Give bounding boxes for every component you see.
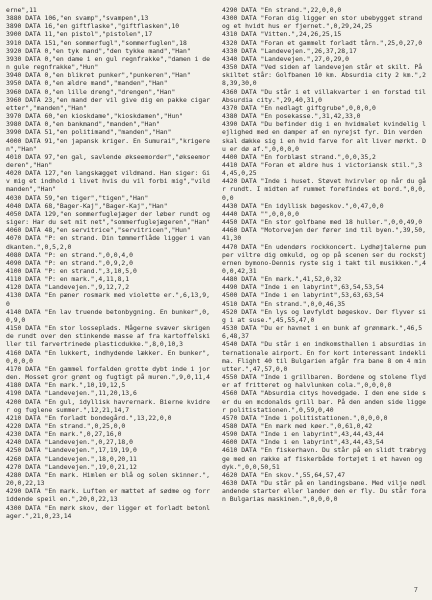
code-line: 4240 DATA "Landevejen.",0,27,18,0 bbox=[6, 438, 133, 447]
code-line: 4430 DATA "En idyllisk bøgeskov.",0,47,0,0 bbox=[222, 201, 384, 210]
listing-columns bbox=[6, 6, 430, 520]
code-line: 4360 DATA "Du står i et villakvarter i en forstad til Absurdia city.",29,40,31,0 bbox=[222, 87, 430, 104]
code-line: 4070 DATA "P: en strand. Din tømmerflåde ligger i vandkanten.",0,5,2,0 bbox=[6, 234, 210, 251]
code-line: 4350 DATA "Ved siden af landevejen står et skilt. På skiltet står: Golfbanen 10 km. Absurdia city 2 km.",28,39,30,0 bbox=[222, 63, 426, 88]
code-line: 4580 DATA "En mark med køer.",0,61,0,42 bbox=[222, 421, 373, 430]
code-line: 3940 DATA 0,"en blikret punker","punkeren","Han" bbox=[6, 71, 191, 80]
code-line: 4540 DATA "Du står i en indkomsthallen i absurdias internationale airport. En for kort interessant indeklima. Flight 40 til Bulgarien afgår fra bane 8 om 4 minutter.",47,57,0,0 bbox=[222, 340, 426, 373]
code-line: 4410 DATA "Foran et ældre hus i victoriansk stil.",34,45,0,25 bbox=[222, 160, 423, 178]
code-line: 4390 DATA "Du befinder dig i en hvidmalet kvindelig lejlighed med en damper af en nyrejst fyr. Din verden skal dække sig i en hvid farve for alt liver mørkt. Du er dø af.",0,0,0,0 bbox=[222, 120, 426, 153]
code-line: 4030 DATA 59,"en tiger","tigen","Han" bbox=[6, 193, 149, 202]
code-line: 4510 DATA "En strand.",0,0,46,35 bbox=[222, 299, 346, 308]
code-line: 3900 DATA 11,"en pistol","pistolen",17 bbox=[6, 30, 153, 39]
listing-column-right bbox=[222, 6, 430, 520]
code-line: 4200 DATA "En gul, idyllisk havrernark. Bierne kvidrer og fuglene summer.",12,21,14,7 bbox=[6, 397, 210, 414]
code-line: 4040 DATA 68,"Bager-Kaj","Bager-Kaj","Han" bbox=[6, 201, 168, 210]
code-line: 4210 DATA "En forladt bondegård.",13,22,0,0 bbox=[6, 413, 172, 422]
code-line: 4400 DATA "En forblæst strand.",0,0,35,2 bbox=[222, 152, 376, 161]
code-line: 4590 DATA "Inde i en labyrint",43,44,43,44 bbox=[222, 430, 384, 439]
code-line: 4300 DATA "En mørk skov, der ligger et forladt betonlager.",21,0,23,14 bbox=[6, 503, 210, 520]
page-number: 7 bbox=[413, 586, 418, 594]
code-line: 4450 DATA "En stor golfbane med 18 huller.",0,0,49,0 bbox=[222, 218, 423, 227]
code-line: 4140 DATA "En lav truende betonbygning. En bunker",0,0,9,0 bbox=[6, 307, 210, 324]
code-line: 4000 DATA 91,"en japansk kriger. En Sumurai","krigeren","Han" bbox=[6, 136, 210, 153]
code-line: 4500 DATA "Inde i en labyrint",53,63,63,54 bbox=[222, 291, 384, 300]
code-line: 4610 DATA "En fiskerhavn. Du står på en slidt træbrygge med en række af fiskerbåde fortøjet i et haven og dyk.",0,0,50,51 bbox=[222, 446, 426, 471]
code-line: 4270 DATA "Landevejen.",19,0,21,12 bbox=[6, 462, 137, 471]
code-line: 4310 DATA "Vitten.",24,26,25,15 bbox=[222, 30, 342, 39]
code-line: 4160 DATA "En lukkert, indhydende lækker. En bunker",0,0,0,0 bbox=[6, 348, 210, 365]
code-line: 4090 DATA "P: en strand.",0,9,2,0 bbox=[6, 258, 133, 267]
code-line: 4480 DATA "En mark.",41,52,0,32 bbox=[222, 275, 342, 284]
code-line: 4620 DATA "En skov.",55,64,57,47 bbox=[222, 470, 346, 479]
code-line: 4080 DATA "P: en strand.",0,0,4,0 bbox=[6, 250, 133, 259]
code-line: 3890 DATA 16,"en giftflaske","giftflasken",10 bbox=[6, 22, 180, 31]
code-line: 4490 DATA "Inde i en labyrint",63,54,53,54 bbox=[222, 283, 384, 292]
code-line: 4290 DATA "En mark. Luften er mættet af sødme og forriddende speil en.",20,0,22,13 bbox=[6, 487, 210, 504]
code-line: 4470 DATA "En udendørs rockkoncert. Lydhøjtalerne pumper viltre dig omkuld, og op på scenen ser du rockstjernen bymono-Dennis ryste sig i takt til musikken.",40,0,42,31 bbox=[222, 242, 426, 275]
code-line: 4060 DATA 48,"en servitrice","servitricen","Hun" bbox=[6, 226, 191, 235]
code-line: 4290 DATA "En strand.",22,0,0,0 bbox=[222, 6, 342, 14]
code-line: 3930 DATA 0,"en dame i en gul regnfrakke","damen i den gule regnfrakke","Hun" bbox=[6, 54, 210, 72]
code-line: 4150 DATA "En stor losseplads. Mågerne svæver skrigende rundt over den stinkende masse af fra kartoffelskiller til farvertrinede plasticdukke.",8,0,10,3 bbox=[6, 324, 210, 349]
code-line: 4110 DATA "P: en mark.",4,11,8,1 bbox=[6, 275, 130, 284]
code-line: 4010 DATA 97,"en gal, savlende økseemorder","økseemorderen","Han" bbox=[6, 152, 210, 169]
code-line: 4460 DATA "Motorvejen der fører ind til byen.",39,50,41,30 bbox=[222, 226, 426, 243]
code-line: 4050 DATA 129,"en sommerfuglejæger der løber rundt og siger: Har du set mit net","sommerfuglejægeren","Han" bbox=[6, 209, 214, 227]
code-line: 4250 DATA "Landevejen.",17,19,19,0 bbox=[6, 446, 137, 455]
code-line: 4180 DATA "En mark.",10,19,12,5 bbox=[6, 381, 126, 390]
code-line: 4520 DATA "En lys og løvfyldt bøgeskov. Der flyver sig i at suse.",45,55,47,0 bbox=[222, 307, 426, 324]
code-line: 4600 DATA "Inde i en labyrint",43,44,43,54 bbox=[222, 438, 384, 447]
code-line: 4020 DATA 127,"en langskægget vildmand. Han siger: Giv mig et indhold i livet hvis du vil forbi mig","vildmanden","Han" bbox=[6, 169, 210, 194]
code-line: 4320 DATA "Foran et gammelt forladt tårn.",25,0,27,0 bbox=[222, 38, 423, 47]
code-line: 4330 DATA "Landevejen.",26,37,28,17 bbox=[222, 46, 357, 55]
code-line: 4120 DATA "Landevejen.",9,12,7,2 bbox=[6, 283, 130, 292]
code-line: 4230 DATA "En mark.",0,27,16,0 bbox=[6, 430, 122, 439]
code-line: 4380 DATA "En posekasse.",31,42,33,0 bbox=[222, 112, 361, 121]
code-line: 4550 DATA "Inde i grillbaren. Bordene og stolene flyder af fritteret og halvlunken cola.",0,0,0,0 bbox=[222, 373, 426, 390]
code-line: 4100 DATA "P: en strand.",3,10,5,0 bbox=[6, 267, 137, 275]
code-line: 4570 DATA "Inde i politistationen.",0,0,0,0 bbox=[222, 413, 388, 422]
code-line: 4170 DATA "En gammel forfalden grotte dybt inde i jorden. Mosset gror grønt og fugtigt på muren.",9,0,11,4 bbox=[6, 364, 210, 382]
code-line: 4130 DATA "En pæner rosmark med violette er.",6,13,9,0 bbox=[6, 291, 210, 308]
listing-column-left bbox=[6, 6, 214, 520]
code-line: 3990 DATA 51,"en politimand","manden","Han" bbox=[6, 128, 172, 137]
code-line: 4260 DATA "Landevejen.",18,0,20,11 bbox=[6, 454, 137, 463]
code-line: 3960 DATA 23,"en mand der vil give dig en pakke cigaretter","manden","Han" bbox=[6, 95, 210, 112]
code-line: erne",11 bbox=[6, 6, 37, 14]
code-line: 4630 DATA "Du står på en landingsbane. Med vilje nødlandende starter eller lander den er fly. Du står foran Bulgarias maskinen.",0,0,0,0 bbox=[222, 479, 426, 504]
code-line: 3910 DATA 151,"en sommerfugl","sommerfuglen",18 bbox=[6, 38, 187, 47]
code-line: 4190 DATA "Landevejen.",11,20,13,6 bbox=[6, 389, 137, 398]
code-line: 4440 DATA "",0,0,0,0 bbox=[222, 209, 299, 218]
code-line: 4280 DATA "En mark. Himlen er blå og solen skinner.",20,0,22,13 bbox=[6, 470, 210, 488]
code-line: 4370 DATA "En nedlagt giftgrube",0,0,0,0 bbox=[222, 103, 376, 112]
code-line: 4420 DATA "Inde i huset. Støvet hvirvler op når du går rundt. I midten af rummet forefindes et bord.",0,0,0,0 bbox=[222, 177, 426, 202]
code-line: 4530 DATA "Du er havnet i en bunk af grønmark.",46,56,48,37 bbox=[222, 324, 423, 341]
code-line: 4300 DATA "Foran dig ligger en stor ubebygget strand og et hvidt hus er fjernet.",0,29,24,25 bbox=[222, 14, 426, 31]
code-line: 3970 DATA 60,"en kioskdame","kioskdamen","Hun" bbox=[6, 112, 183, 121]
code-line: 3960 DATA 0,"en lille dreng","drengen","Han" bbox=[6, 87, 176, 96]
code-line: 3980 DATA 0,"en bankmand","manden","Han" bbox=[6, 120, 160, 129]
code-line: 3920 DATA 0,"en tyk mand","den tykke mand","Han" bbox=[6, 46, 191, 55]
code-line: 4220 DATA "En strand.",0,25,0,0 bbox=[6, 421, 126, 430]
code-line: 3950 DATA 0,"en ældre mand","manden","Han" bbox=[6, 79, 168, 88]
code-line: 4560 DATA "Absurdia citys hovedgade. I den ene side ser du en mcdonalds grill bar. På den anden side ligger politistationen.",0,59,0,40 bbox=[222, 389, 426, 414]
code-line: 4340 DATA "Landevejen.",27,0,29,0 bbox=[222, 54, 349, 63]
code-line: 3880 DATA 106,"en svamp","svampen",13 bbox=[6, 14, 149, 23]
